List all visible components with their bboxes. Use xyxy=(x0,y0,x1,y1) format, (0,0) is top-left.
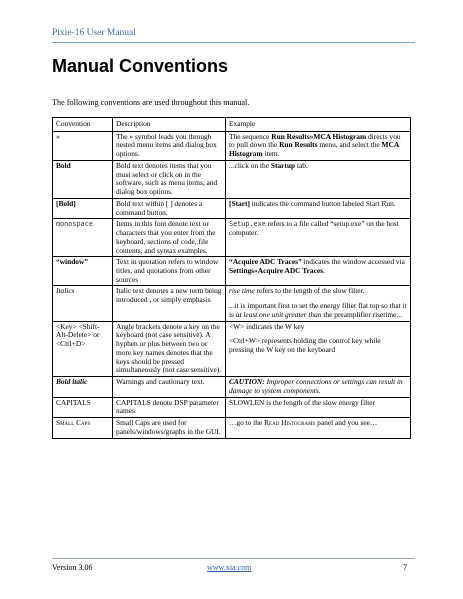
example-text-run: SLOWLEN is the length of the slow energy filter xyxy=(229,397,376,407)
convention-cell: “window” xyxy=(53,257,113,286)
description-cell: Items in this font denote text or characters that you enter from the keyboard, sections of code, file contents, and syntax examples. xyxy=(113,219,226,257)
header-divider xyxy=(52,42,415,43)
example-text-run: refers to a file called “setup.exe” on the host computer. xyxy=(229,219,399,238)
table-row xyxy=(53,418,411,438)
page-number: 7 xyxy=(403,563,407,572)
example-text-run: ...it is important first to set the energy filter flat top so that it is at least one unit greater than the preamplifier risetime... xyxy=(229,301,407,319)
example-cell xyxy=(226,418,411,438)
example-text-run: …go to the xyxy=(229,418,265,428)
convention-cell: monospace xyxy=(53,219,113,257)
convention-cell: Small Caps xyxy=(53,418,113,438)
table-row xyxy=(53,257,411,286)
example-text-run: directs you to pull down the xyxy=(229,131,401,150)
table-row xyxy=(53,286,411,321)
table-row xyxy=(53,397,411,417)
example-text-run: Run Results xyxy=(279,140,318,150)
table-row xyxy=(53,160,411,198)
convention-cell: Italics xyxy=(53,286,113,321)
convention-cell: CAPITALS xyxy=(53,397,113,417)
description-cell: Small Caps are used for panels/windows/graphs in the GUI. xyxy=(113,418,226,438)
table-header-row xyxy=(53,118,411,132)
example-text-run: . xyxy=(323,266,325,276)
convention-cell: Bold xyxy=(53,160,113,198)
example-text-run: the preamplifier risetime... xyxy=(321,309,402,319)
example-cell xyxy=(226,377,411,397)
footer-version: Version 3.06 xyxy=(52,563,93,572)
convention-cell: Bold italic xyxy=(53,377,113,397)
example-cell xyxy=(226,397,411,417)
example-text-run: The sequence xyxy=(229,131,272,141)
example-cell xyxy=(226,257,411,286)
description-cell: Italic text denotes a new term being introduced , or simply emphasis xyxy=(113,286,226,321)
table-row xyxy=(53,321,411,376)
description-cell: Angle brackets denote a key on the keyboard (not case sensitive). A hyphen or plus between two or more key names denotes that the keys should be pressed simultaneously (not case sensitive). xyxy=(113,321,226,376)
table-row xyxy=(53,198,411,218)
example-text-run: <W> indicates the W key xyxy=(229,321,305,331)
intro-paragraph: The following conventions are used throughout this manual. xyxy=(52,98,250,107)
example-cell xyxy=(226,131,411,160)
example-text-run: <Ctrl+W> represents holding the control key while pressing the W key on the keyboard xyxy=(229,336,381,355)
example-cell xyxy=(226,286,411,321)
example-text-run: ...click on the xyxy=(229,160,271,170)
table-row xyxy=(53,377,411,397)
example-text-run: rise time xyxy=(229,286,255,296)
description-cell: Bold text denotes items that you must select or click on in the software, such as menu items, and dialog box options. xyxy=(113,160,226,198)
example-text-run: CAUTION: xyxy=(229,377,265,387)
example-text-run: Startup xyxy=(270,160,296,170)
example-text-run: Improper connections or settings can result in damage to system components. xyxy=(229,377,403,395)
example-text-run: Setup.exe xyxy=(229,220,266,229)
convention-cell: » xyxy=(53,131,113,160)
example-text-run: tab. xyxy=(295,160,308,170)
column-header-convention: Convention xyxy=(53,118,113,132)
example-text-run: refers to the length of the slow filter. xyxy=(254,286,365,296)
description-cell: The » symbol leads you through nested menu items and dialog box options. xyxy=(113,131,226,160)
example-text-run: Read Histograms xyxy=(264,418,316,428)
description-cell: Bold text within [ ] denotes a command button. xyxy=(113,198,226,218)
table-row xyxy=(53,219,411,257)
example-text-run: “Acquire ADC Traces” xyxy=(229,257,302,267)
example-cell xyxy=(226,219,411,257)
example-text-run: menu, and select the xyxy=(317,140,382,150)
conventions-table xyxy=(52,117,411,439)
table-row xyxy=(53,131,411,160)
example-cell xyxy=(226,160,411,198)
footer-divider xyxy=(52,558,415,559)
running-header: Pixie-16 User Manual xyxy=(52,28,136,38)
convention-cell: <Key> <Shift-Alt-Delete> or <Ctrl+D> xyxy=(53,321,113,376)
example-text-run: indicates the command button labeled Start Run. xyxy=(249,198,396,208)
example-text-run: Run Results»MCA Histogram xyxy=(271,131,367,141)
example-text-run: item. xyxy=(262,149,280,159)
page-title: Manual Conventions xyxy=(52,56,229,76)
example-text-run: indicates the window accessed via xyxy=(301,257,405,267)
example-text-run: panel and you see… xyxy=(315,418,378,428)
description-cell: Text in quotation refers to window titles, and quotations from other sources xyxy=(113,257,226,286)
example-cell xyxy=(226,198,411,218)
description-cell: Warnings and cautionary text. xyxy=(113,377,226,397)
footer-link[interactable]: www.xia.com xyxy=(207,563,252,572)
column-header-description: Description xyxy=(113,118,226,132)
example-text-run: Settings»Acquire ADC Traces xyxy=(229,266,324,276)
example-text-run: at least one unit greater than xyxy=(235,309,322,319)
column-header-example: Example xyxy=(226,118,411,132)
convention-cell: [Bold] xyxy=(53,198,113,218)
example-text-run: MCA Histogram xyxy=(229,140,399,159)
example-text-run: [Start] xyxy=(229,198,250,208)
example-cell xyxy=(226,321,411,376)
description-cell: CAPITALS denote DSP parameter names xyxy=(113,397,226,417)
